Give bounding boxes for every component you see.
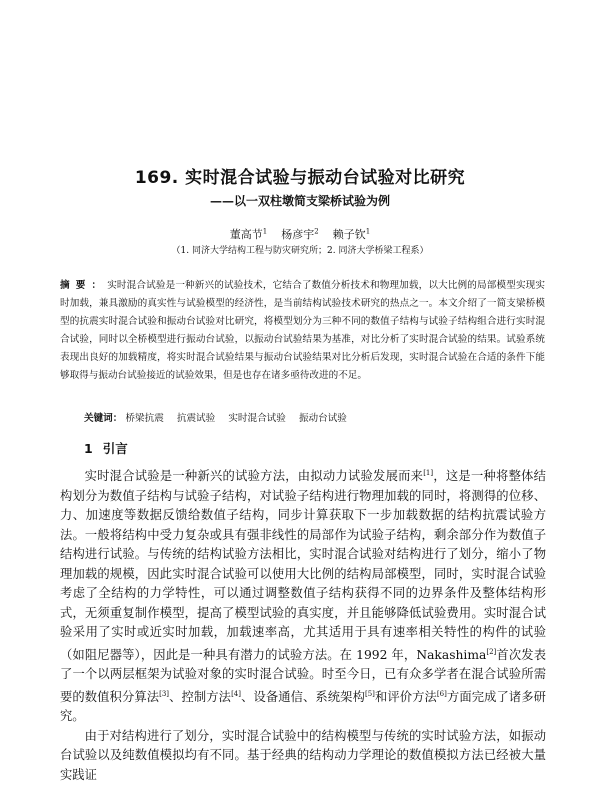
citation: [5]	[364, 689, 375, 698]
text-run: 方面完成了诸多研究。	[60, 689, 546, 724]
author-affiliation-mark: 1	[262, 227, 268, 236]
abstract-text: 实时混合试验是一种新兴的试验技术，它结合了数值分析技术和物理加载，以大比例的局部模型实现实时加载，兼具激励的真实性与试验模型的经济性，是当前结构试验技术研究的热点之一。本文介绍了一简支梁桥模型的抗震实时混合试验和振动台试验对比研究，将模型划分为三种不同的数值子结构与试验子结构组合进行实时混合试验，同时以全桥模型进行振动台试验，以振动台试验结果为基准，对比分析了实时混合试验的结果。试验系统表现出良好的加载精度，将实时混合试验结果与振动台试验结果对比分析后发现，实时混合试验在合适的条件下能够取得与振动台试验接近的试验效果，但是也存在诸多亟待改进的不足。	[60, 280, 546, 381]
affiliation: （1. 同济大学结构工程与防灾研究所；2. 同济大学桥梁工程系）	[171, 246, 429, 256]
keyword: 桥梁抗震	[125, 413, 164, 424]
author-affiliation-mark: 1	[365, 227, 371, 236]
text-run: 、控制方法	[169, 689, 232, 704]
paper-subtitle: ——以一双柱墩简支梁桥试验为例	[209, 194, 390, 208]
keyword: 实时混合试验	[228, 413, 286, 424]
citation: [3]	[159, 689, 170, 698]
body-text	[60, 464, 546, 785]
text-run: 和评价方法	[374, 689, 437, 704]
citation: [4]	[231, 689, 241, 698]
paper-title: 169. 实时混合试验与振动台试验对比研究	[134, 168, 466, 188]
text-run: ，这是一种将整体结构划分为数值子结构与试验子结构，对试验子结构进行物理加载的同时，将测得的位移、力、加速度等数据反馈给数值子结构，同步计算获取下一步加载数据的结构抗震试验方法。一般将结构中受力复杂或具有强非线性的局部作为试验子结构，剩余部分作为数值子结构进行试验。与传统的结构试验方法相比，实时混合试验对结构进行了划分，缩小了物理加载的规模，因此实时混合试验可以使用大比例的结构局部模型，同时，实时混合试验考虑了全结构的力学特性，可以通过调整数值子结构获得不同的边界条件及整体结构形式，无须重复制作模型，提高了模型试验的真实度，并且能够降低试验费用。实时混合试验采用了实时或近实时加载，加载速率高，尤其适用于具有速率相关特性的构件的试验（如阻尼器等），因此是一种具有潜力的试验方法。在 1992 年，Nakashima	[60, 469, 546, 662]
author-name: 赖子钦	[332, 228, 366, 241]
text-run: 首次发表了一个以两层框架为试验对象的实时混合试验。时至今日，已有众多学者在混合试验所需要的数值积分算法	[60, 647, 546, 704]
text-run: 实时混合试验是一种新兴的试验方法，由拟动力试验发展而来	[84, 469, 424, 484]
author-affiliation-mark: 2	[314, 227, 319, 236]
section-title: 引言	[102, 441, 128, 456]
text-run: 、设备通信、系统架构	[240, 689, 365, 704]
body-paragraph	[60, 464, 546, 727]
author-list	[0, 226, 600, 242]
section-number: 1	[84, 441, 93, 456]
text-run: 由于对结构进行了划分，实时混合试验中的结构模型与传统的实时试验方法，如振动台试验以及纯数值模拟均有不同。基于经典的结构动力学理论的数值模拟方法已经被大量实践证	[60, 728, 546, 782]
citation: [6]	[436, 689, 447, 698]
body-paragraph	[60, 727, 546, 785]
citation: [1]	[423, 469, 434, 477]
abstract-label: 摘要：	[60, 280, 108, 291]
section-heading	[84, 439, 128, 457]
author-name: 杨彦宇	[281, 228, 315, 241]
keyword: 振动台试验	[298, 413, 347, 424]
citation: [2]	[486, 647, 497, 656]
keywords-label: 关键词：	[84, 413, 123, 424]
author-name: 董高节	[229, 228, 263, 241]
keyword: 抗震试验	[176, 413, 216, 424]
keywords	[84, 410, 544, 424]
abstract	[60, 277, 545, 385]
